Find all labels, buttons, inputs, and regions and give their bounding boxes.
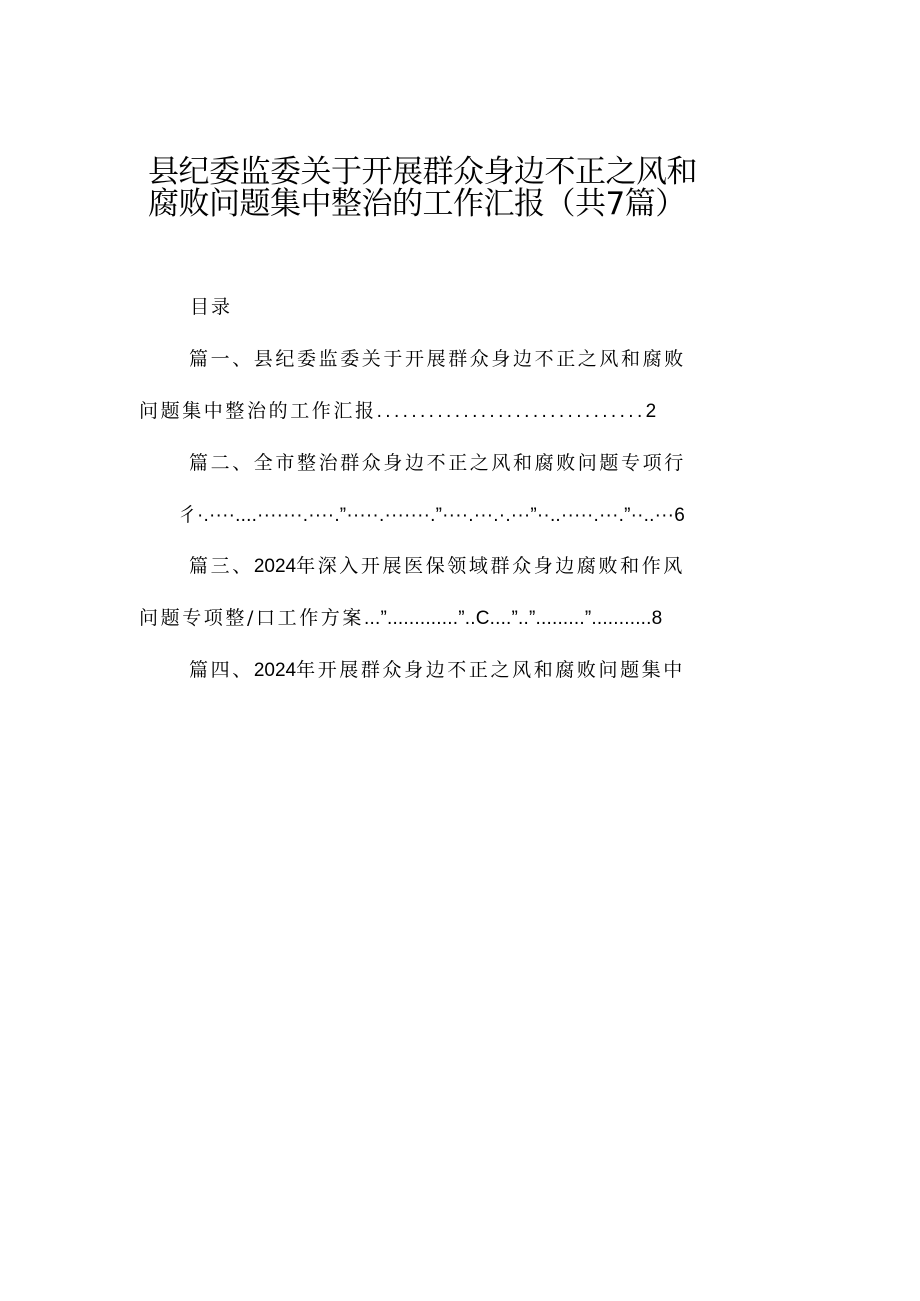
toc-entry-4-line-1 — [189, 656, 685, 685]
toc-entry-2-title: 篇二、全市整治群众身边不正之风和腐败问题专项行 — [189, 452, 686, 474]
toc-entry-1-line-2 — [139, 397, 656, 426]
document-title-line-1: 县纪委监委关于开展群众身边不正之风和 — [148, 154, 697, 190]
toc-entry-2-title-cont: 彳 — [178, 504, 198, 526]
document-title-line-2: 腐败问题集中整治的工作汇报（共7篇） — [148, 186, 686, 222]
toc-entry-3-year: 2024 — [253, 556, 297, 577]
toc-entry-2-page: 6 — [674, 505, 685, 526]
toc-entry-4-prefix: 篇四、 — [189, 659, 254, 681]
toc-entry-4-title: 年开展群众身边不正之风和腐败问题集中 — [296, 659, 685, 681]
toc-entry-2-leader: ·.····....·······.····.”·····.·······.”····.···.·.···”··..·····.···.”··..··· — [197, 505, 675, 526]
toc-entry-3-prefix: 篇三、 — [189, 555, 254, 577]
toc-entry-3-line-1 — [189, 552, 685, 581]
toc-entry-3-leader: ...”.............”..C....”..”.........”........... — [364, 608, 652, 629]
toc-entry-4-year: 2024 — [253, 660, 297, 681]
toc-heading: 目录 — [190, 296, 233, 318]
toc-entry-2-line-2 — [178, 501, 685, 530]
toc-entry-1-line-1 — [189, 345, 686, 373]
toc-entry-1-page: 2 — [645, 401, 657, 422]
toc-entry-3-title: 年深入开展医保领域群众身边腐败和作风 — [296, 555, 685, 577]
toc-entry-2-line-1 — [189, 449, 686, 477]
toc-entry-3-title-cont: 问题专项整/口工作方案 — [139, 607, 365, 629]
toc-entry-1-leader: ............................... — [376, 401, 646, 422]
toc-entry-1-title: 篇一、县纪委监委关于开展群众身边不正之风和腐败 — [189, 348, 686, 370]
toc-entry-1-title-cont: 问题集中整治的工作汇报 — [139, 400, 377, 422]
toc-entry-3-page: 8 — [651, 608, 663, 629]
toc-entry-3-line-2 — [139, 604, 662, 633]
